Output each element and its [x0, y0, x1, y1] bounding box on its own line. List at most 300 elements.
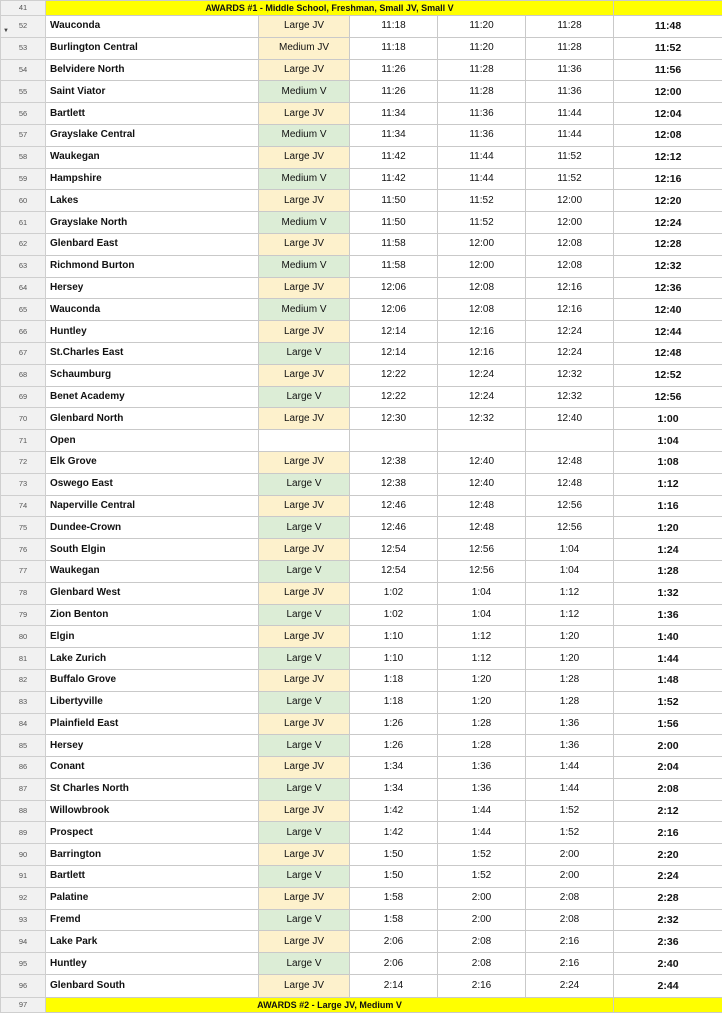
time-2-cell[interactable]: 11:52: [438, 212, 526, 234]
row-number[interactable]: [1, 866, 46, 888]
time-3-cell[interactable]: 12:00: [526, 212, 614, 234]
team-cell[interactable]: Fremd: [46, 909, 259, 931]
division-cell[interactable]: Large V: [259, 560, 350, 582]
time-2-cell[interactable]: 2:08: [438, 931, 526, 953]
final-time-cell[interactable]: 1:24: [614, 539, 722, 561]
time-3-cell[interactable]: 11:36: [526, 81, 614, 103]
row-number[interactable]: [1, 909, 46, 931]
time-1-cell[interactable]: 1:18: [350, 669, 438, 691]
division-cell[interactable]: Large V: [259, 866, 350, 888]
time-1-cell[interactable]: 1:18: [350, 691, 438, 713]
table-row[interactable]: [1, 626, 722, 648]
time-1-cell[interactable]: 12:30: [350, 408, 438, 430]
row-number[interactable]: [1, 233, 46, 255]
time-1-cell[interactable]: 12:14: [350, 321, 438, 343]
time-1-cell[interactable]: 11:18: [350, 16, 438, 38]
time-3-cell[interactable]: 11:52: [526, 168, 614, 190]
time-3-cell[interactable]: 1:04: [526, 560, 614, 582]
team-cell[interactable]: Open: [46, 430, 259, 452]
time-1-cell[interactable]: 11:34: [350, 103, 438, 125]
team-cell[interactable]: Zion Benton: [46, 604, 259, 626]
table-row[interactable]: [1, 321, 722, 343]
time-2-cell[interactable]: 1:20: [438, 669, 526, 691]
time-2-cell[interactable]: 12:40: [438, 473, 526, 495]
division-cell[interactable]: Large V: [259, 691, 350, 713]
division-cell[interactable]: Large V: [259, 386, 350, 408]
time-1-cell[interactable]: 11:42: [350, 146, 438, 168]
time-2-cell[interactable]: 12:16: [438, 321, 526, 343]
team-cell[interactable]: Palatine: [46, 887, 259, 909]
team-cell[interactable]: Lakes: [46, 190, 259, 212]
table-row[interactable]: [1, 408, 722, 430]
row-number[interactable]: [1, 582, 46, 604]
table-row[interactable]: [1, 146, 722, 168]
final-time-cell[interactable]: 11:52: [614, 37, 722, 59]
final-time-cell[interactable]: 2:08: [614, 778, 722, 800]
row-number[interactable]: [1, 277, 46, 299]
time-2-cell[interactable]: 1:36: [438, 778, 526, 800]
final-time-cell[interactable]: 12:32: [614, 255, 722, 277]
table-row[interactable]: [1, 560, 722, 582]
table-row[interactable]: [1, 822, 722, 844]
time-3-cell[interactable]: 12:16: [526, 299, 614, 321]
final-time-cell[interactable]: 2:00: [614, 735, 722, 757]
table-row[interactable]: [1, 648, 722, 670]
final-time-cell[interactable]: 11:48: [614, 16, 722, 38]
time-2-cell[interactable]: 12:32: [438, 408, 526, 430]
final-time-cell[interactable]: 2:12: [614, 800, 722, 822]
division-cell[interactable]: Large V: [259, 648, 350, 670]
row-number[interactable]: [1, 975, 46, 998]
time-3-cell[interactable]: 12:56: [526, 517, 614, 539]
time-2-cell[interactable]: 11:28: [438, 59, 526, 81]
table-row[interactable]: [1, 778, 722, 800]
final-time-cell[interactable]: 1:52: [614, 691, 722, 713]
final-time-cell[interactable]: 2:32: [614, 909, 722, 931]
final-time-cell[interactable]: 2:36: [614, 931, 722, 953]
division-cell[interactable]: [259, 430, 350, 452]
division-cell[interactable]: Large JV: [259, 669, 350, 691]
row-number[interactable]: [1, 887, 46, 909]
time-2-cell[interactable]: 12:24: [438, 386, 526, 408]
team-cell[interactable]: Dundee-Crown: [46, 517, 259, 539]
table-row[interactable]: [1, 364, 722, 386]
time-2-cell[interactable]: 1:36: [438, 757, 526, 779]
time-3-cell[interactable]: 1:12: [526, 604, 614, 626]
time-1-cell[interactable]: 11:50: [350, 212, 438, 234]
time-2-cell[interactable]: 1:28: [438, 713, 526, 735]
team-cell[interactable]: Glenbard East: [46, 233, 259, 255]
row-number[interactable]: [1, 691, 46, 713]
division-cell[interactable]: Large JV: [259, 146, 350, 168]
time-3-cell[interactable]: 12:40: [526, 408, 614, 430]
division-cell[interactable]: Medium V: [259, 81, 350, 103]
final-time-cell[interactable]: 2:04: [614, 757, 722, 779]
table-row[interactable]: [1, 37, 722, 59]
table-row[interactable]: [1, 430, 722, 452]
table-row[interactable]: [1, 757, 722, 779]
awards-2-final-cell[interactable]: [614, 998, 722, 1013]
time-1-cell[interactable]: 2:06: [350, 953, 438, 975]
final-time-cell[interactable]: 1:20: [614, 517, 722, 539]
row-number[interactable]: [1, 168, 46, 190]
final-time-cell[interactable]: 11:56: [614, 59, 722, 81]
final-time-cell[interactable]: 2:20: [614, 844, 722, 866]
team-cell[interactable]: Glenbard West: [46, 582, 259, 604]
division-cell[interactable]: Large JV: [259, 233, 350, 255]
time-3-cell[interactable]: [526, 430, 614, 452]
row-number[interactable]: [1, 953, 46, 975]
table-row[interactable]: [1, 669, 722, 691]
division-cell[interactable]: Large JV: [259, 495, 350, 517]
time-3-cell[interactable]: 12:08: [526, 233, 614, 255]
time-1-cell[interactable]: 11:34: [350, 124, 438, 146]
time-3-cell[interactable]: 1:52: [526, 800, 614, 822]
final-time-cell[interactable]: 12:36: [614, 277, 722, 299]
time-3-cell[interactable]: 1:44: [526, 757, 614, 779]
time-1-cell[interactable]: 1:42: [350, 822, 438, 844]
division-cell[interactable]: Large V: [259, 517, 350, 539]
time-2-cell[interactable]: 12:08: [438, 299, 526, 321]
row-number[interactable]: [1, 16, 46, 38]
row-number[interactable]: [1, 473, 46, 495]
final-time-cell[interactable]: 1:28: [614, 560, 722, 582]
final-time-cell[interactable]: 2:28: [614, 887, 722, 909]
final-time-cell[interactable]: 1:12: [614, 473, 722, 495]
time-1-cell[interactable]: 1:58: [350, 909, 438, 931]
table-row[interactable]: [1, 386, 722, 408]
row-number[interactable]: [1, 757, 46, 779]
table-row[interactable]: [1, 451, 722, 473]
final-time-cell[interactable]: 1:16: [614, 495, 722, 517]
row-number[interactable]: [1, 539, 46, 561]
time-1-cell[interactable]: 12:38: [350, 473, 438, 495]
time-3-cell[interactable]: 2:00: [526, 844, 614, 866]
time-3-cell[interactable]: 11:52: [526, 146, 614, 168]
row-number[interactable]: [1, 822, 46, 844]
team-cell[interactable]: Huntley: [46, 953, 259, 975]
team-cell[interactable]: Huntley: [46, 321, 259, 343]
team-cell[interactable]: Elk Grove: [46, 451, 259, 473]
final-time-cell[interactable]: 12:12: [614, 146, 722, 168]
row-number[interactable]: [1, 648, 46, 670]
final-time-cell[interactable]: 12:00: [614, 81, 722, 103]
time-2-cell[interactable]: 12:48: [438, 517, 526, 539]
team-cell[interactable]: Wauconda: [46, 16, 259, 38]
time-2-cell[interactable]: 12:48: [438, 495, 526, 517]
team-cell[interactable]: Bartlett: [46, 103, 259, 125]
team-cell[interactable]: Oswego East: [46, 473, 259, 495]
time-3-cell[interactable]: 1:04: [526, 539, 614, 561]
time-3-cell[interactable]: 2:16: [526, 931, 614, 953]
final-time-cell[interactable]: 2:40: [614, 953, 722, 975]
row-number[interactable]: [1, 604, 46, 626]
final-time-cell[interactable]: 12:20: [614, 190, 722, 212]
team-cell[interactable]: Grayslake North: [46, 212, 259, 234]
time-1-cell[interactable]: 1:02: [350, 604, 438, 626]
final-time-cell[interactable]: 2:44: [614, 975, 722, 998]
table-row[interactable]: [1, 975, 722, 998]
final-time-cell[interactable]: 12:40: [614, 299, 722, 321]
table-row[interactable]: [1, 212, 722, 234]
row-number[interactable]: [1, 212, 46, 234]
time-2-cell[interactable]: 2:08: [438, 953, 526, 975]
time-3-cell[interactable]: 1:44: [526, 778, 614, 800]
time-2-cell[interactable]: 12:56: [438, 560, 526, 582]
table-row[interactable]: [1, 342, 722, 364]
time-3-cell[interactable]: 2:24: [526, 975, 614, 998]
final-time-cell[interactable]: 12:16: [614, 168, 722, 190]
time-1-cell[interactable]: 1:34: [350, 757, 438, 779]
team-cell[interactable]: Buffalo Grove: [46, 669, 259, 691]
table-row[interactable]: [1, 691, 722, 713]
time-2-cell[interactable]: 11:20: [438, 16, 526, 38]
division-cell[interactable]: Large JV: [259, 408, 350, 430]
team-cell[interactable]: Burlington Central: [46, 37, 259, 59]
team-cell[interactable]: Plainfield East: [46, 713, 259, 735]
time-2-cell[interactable]: 1:44: [438, 800, 526, 822]
division-cell[interactable]: Large JV: [259, 16, 350, 38]
division-cell[interactable]: Large JV: [259, 975, 350, 998]
time-2-cell[interactable]: 1:52: [438, 866, 526, 888]
table-row[interactable]: [1, 59, 722, 81]
division-cell[interactable]: Medium V: [259, 255, 350, 277]
time-1-cell[interactable]: 1:26: [350, 735, 438, 757]
row-number[interactable]: [1, 517, 46, 539]
row-number[interactable]: [1, 299, 46, 321]
team-cell[interactable]: Wauconda: [46, 299, 259, 321]
time-3-cell[interactable]: 11:44: [526, 124, 614, 146]
table-row[interactable]: [1, 233, 722, 255]
team-cell[interactable]: Saint Viator: [46, 81, 259, 103]
time-1-cell[interactable]: 1:10: [350, 648, 438, 670]
table-row[interactable]: [1, 277, 722, 299]
team-cell[interactable]: Elgin: [46, 626, 259, 648]
time-3-cell[interactable]: 2:08: [526, 909, 614, 931]
division-cell[interactable]: Medium V: [259, 212, 350, 234]
table-row[interactable]: [1, 931, 722, 953]
awards-1-final-cell[interactable]: [614, 1, 722, 16]
row-number[interactable]: 41: [1, 1, 46, 16]
final-time-cell[interactable]: 12:52: [614, 364, 722, 386]
time-2-cell[interactable]: 1:12: [438, 648, 526, 670]
time-2-cell[interactable]: 2:16: [438, 975, 526, 998]
time-1-cell[interactable]: 1:26: [350, 713, 438, 735]
row-number[interactable]: [1, 931, 46, 953]
row-number[interactable]: [1, 669, 46, 691]
time-1-cell[interactable]: 12:54: [350, 560, 438, 582]
time-1-cell[interactable]: 11:18: [350, 37, 438, 59]
division-cell[interactable]: Large JV: [259, 364, 350, 386]
final-time-cell[interactable]: 1:04: [614, 430, 722, 452]
team-cell[interactable]: Hampshire: [46, 168, 259, 190]
time-2-cell[interactable]: 11:36: [438, 103, 526, 125]
division-cell[interactable]: Large JV: [259, 887, 350, 909]
time-3-cell[interactable]: 12:56: [526, 495, 614, 517]
time-3-cell[interactable]: 1:20: [526, 626, 614, 648]
time-2-cell[interactable]: 12:16: [438, 342, 526, 364]
final-time-cell[interactable]: 1:48: [614, 669, 722, 691]
time-3-cell[interactable]: 12:00: [526, 190, 614, 212]
time-1-cell[interactable]: 2:06: [350, 931, 438, 953]
team-cell[interactable]: South Elgin: [46, 539, 259, 561]
time-2-cell[interactable]: 2:00: [438, 909, 526, 931]
table-row[interactable]: [1, 604, 722, 626]
chevron-down-icon[interactable]: ▼: [3, 28, 9, 34]
time-2-cell[interactable]: 1:44: [438, 822, 526, 844]
final-time-cell[interactable]: 12:56: [614, 386, 722, 408]
division-cell[interactable]: Large JV: [259, 626, 350, 648]
time-3-cell[interactable]: 12:32: [526, 386, 614, 408]
time-1-cell[interactable]: 11:42: [350, 168, 438, 190]
time-3-cell[interactable]: 11:28: [526, 16, 614, 38]
time-2-cell[interactable]: 12:40: [438, 451, 526, 473]
time-3-cell[interactable]: 12:16: [526, 277, 614, 299]
time-1-cell[interactable]: [350, 430, 438, 452]
division-cell[interactable]: Large JV: [259, 844, 350, 866]
time-3-cell[interactable]: 11:36: [526, 59, 614, 81]
table-row[interactable]: [1, 473, 722, 495]
row-number[interactable]: [1, 81, 46, 103]
time-1-cell[interactable]: 12:06: [350, 277, 438, 299]
final-time-cell[interactable]: 1:40: [614, 626, 722, 648]
time-1-cell[interactable]: 1:42: [350, 800, 438, 822]
time-3-cell[interactable]: 12:32: [526, 364, 614, 386]
table-row[interactable]: [1, 517, 722, 539]
row-number[interactable]: 97: [1, 998, 46, 1013]
table-row[interactable]: [1, 103, 722, 125]
time-3-cell[interactable]: 1:36: [526, 713, 614, 735]
final-time-cell[interactable]: 12:28: [614, 233, 722, 255]
team-cell[interactable]: Glenbard North: [46, 408, 259, 430]
table-row[interactable]: [1, 168, 722, 190]
division-cell[interactable]: Large V: [259, 822, 350, 844]
final-time-cell[interactable]: 2:16: [614, 822, 722, 844]
division-cell[interactable]: Medium JV: [259, 37, 350, 59]
time-1-cell[interactable]: 12:38: [350, 451, 438, 473]
final-time-cell[interactable]: 12:24: [614, 212, 722, 234]
row-number[interactable]: [1, 408, 46, 430]
row-number[interactable]: [1, 626, 46, 648]
division-cell[interactable]: Large JV: [259, 713, 350, 735]
division-cell[interactable]: Large JV: [259, 539, 350, 561]
table-row[interactable]: [1, 299, 722, 321]
table-row[interactable]: [1, 255, 722, 277]
time-2-cell[interactable]: 2:00: [438, 887, 526, 909]
row-number[interactable]: [1, 146, 46, 168]
row-number[interactable]: [1, 560, 46, 582]
division-cell[interactable]: Medium V: [259, 168, 350, 190]
division-cell[interactable]: Medium V: [259, 124, 350, 146]
table-row[interactable]: [1, 800, 722, 822]
awards-2-row[interactable]: [1, 998, 722, 1013]
time-3-cell[interactable]: 11:44: [526, 103, 614, 125]
time-3-cell[interactable]: 1:28: [526, 669, 614, 691]
row-number[interactable]: [1, 495, 46, 517]
awards-1-row[interactable]: [1, 1, 722, 16]
row-number[interactable]: [1, 190, 46, 212]
final-time-cell[interactable]: 1:44: [614, 648, 722, 670]
team-cell[interactable]: Lake Zurich: [46, 648, 259, 670]
time-1-cell[interactable]: 12:46: [350, 495, 438, 517]
time-2-cell[interactable]: 1:12: [438, 626, 526, 648]
time-2-cell[interactable]: 12:24: [438, 364, 526, 386]
time-2-cell[interactable]: 1:20: [438, 691, 526, 713]
team-cell[interactable]: Grayslake Central: [46, 124, 259, 146]
time-2-cell[interactable]: 11:20: [438, 37, 526, 59]
division-cell[interactable]: Large V: [259, 604, 350, 626]
time-1-cell[interactable]: 1:58: [350, 887, 438, 909]
time-1-cell[interactable]: 12:22: [350, 386, 438, 408]
team-cell[interactable]: Richmond Burton: [46, 255, 259, 277]
team-cell[interactable]: Naperville Central: [46, 495, 259, 517]
table-row[interactable]: [1, 844, 722, 866]
time-1-cell[interactable]: 1:34: [350, 778, 438, 800]
time-2-cell[interactable]: 11:36: [438, 124, 526, 146]
final-time-cell[interactable]: 1:32: [614, 582, 722, 604]
row-number[interactable]: [1, 713, 46, 735]
time-3-cell[interactable]: 12:24: [526, 321, 614, 343]
row-number[interactable]: [1, 778, 46, 800]
team-cell[interactable]: Glenbard South: [46, 975, 259, 998]
team-cell[interactable]: Libertyville: [46, 691, 259, 713]
team-cell[interactable]: Schaumburg: [46, 364, 259, 386]
awards-2-title[interactable]: AWARDS #2 - Large JV, Medium V: [46, 998, 614, 1013]
team-cell[interactable]: Lake Park: [46, 931, 259, 953]
time-3-cell[interactable]: 1:36: [526, 735, 614, 757]
row-number[interactable]: [1, 800, 46, 822]
division-cell[interactable]: Large JV: [259, 321, 350, 343]
time-3-cell[interactable]: 12:08: [526, 255, 614, 277]
row-number[interactable]: [1, 735, 46, 757]
row-number[interactable]: [1, 451, 46, 473]
time-3-cell[interactable]: 2:00: [526, 866, 614, 888]
time-2-cell[interactable]: 1:04: [438, 604, 526, 626]
team-cell[interactable]: Prospect: [46, 822, 259, 844]
table-row[interactable]: [1, 539, 722, 561]
time-2-cell[interactable]: 11:44: [438, 168, 526, 190]
time-1-cell[interactable]: 1:50: [350, 844, 438, 866]
team-cell[interactable]: Willowbrook: [46, 800, 259, 822]
final-time-cell[interactable]: 12:44: [614, 321, 722, 343]
team-cell[interactable]: Barrington: [46, 844, 259, 866]
time-1-cell[interactable]: 11:26: [350, 59, 438, 81]
time-2-cell[interactable]: 11:44: [438, 146, 526, 168]
team-cell[interactable]: Hersey: [46, 735, 259, 757]
time-3-cell[interactable]: 1:28: [526, 691, 614, 713]
time-2-cell[interactable]: 1:52: [438, 844, 526, 866]
time-1-cell[interactable]: 1:50: [350, 866, 438, 888]
time-1-cell[interactable]: 11:26: [350, 81, 438, 103]
time-2-cell[interactable]: 12:56: [438, 539, 526, 561]
final-time-cell[interactable]: 2:24: [614, 866, 722, 888]
final-time-cell[interactable]: 12:48: [614, 342, 722, 364]
division-cell[interactable]: Large V: [259, 342, 350, 364]
time-3-cell[interactable]: 12:24: [526, 342, 614, 364]
division-cell[interactable]: Large V: [259, 735, 350, 757]
division-cell[interactable]: Large V: [259, 909, 350, 931]
final-time-cell[interactable]: 1:08: [614, 451, 722, 473]
table-row[interactable]: [1, 495, 722, 517]
final-time-cell[interactable]: 12:08: [614, 124, 722, 146]
division-cell[interactable]: Large V: [259, 778, 350, 800]
awards-1-title[interactable]: AWARDS #1 - Middle School, Freshman, Small JV, Small V: [46, 1, 614, 16]
time-1-cell[interactable]: 12:14: [350, 342, 438, 364]
row-number[interactable]: [1, 386, 46, 408]
time-2-cell[interactable]: [438, 430, 526, 452]
table-row[interactable]: [1, 16, 722, 38]
row-number[interactable]: [1, 321, 46, 343]
